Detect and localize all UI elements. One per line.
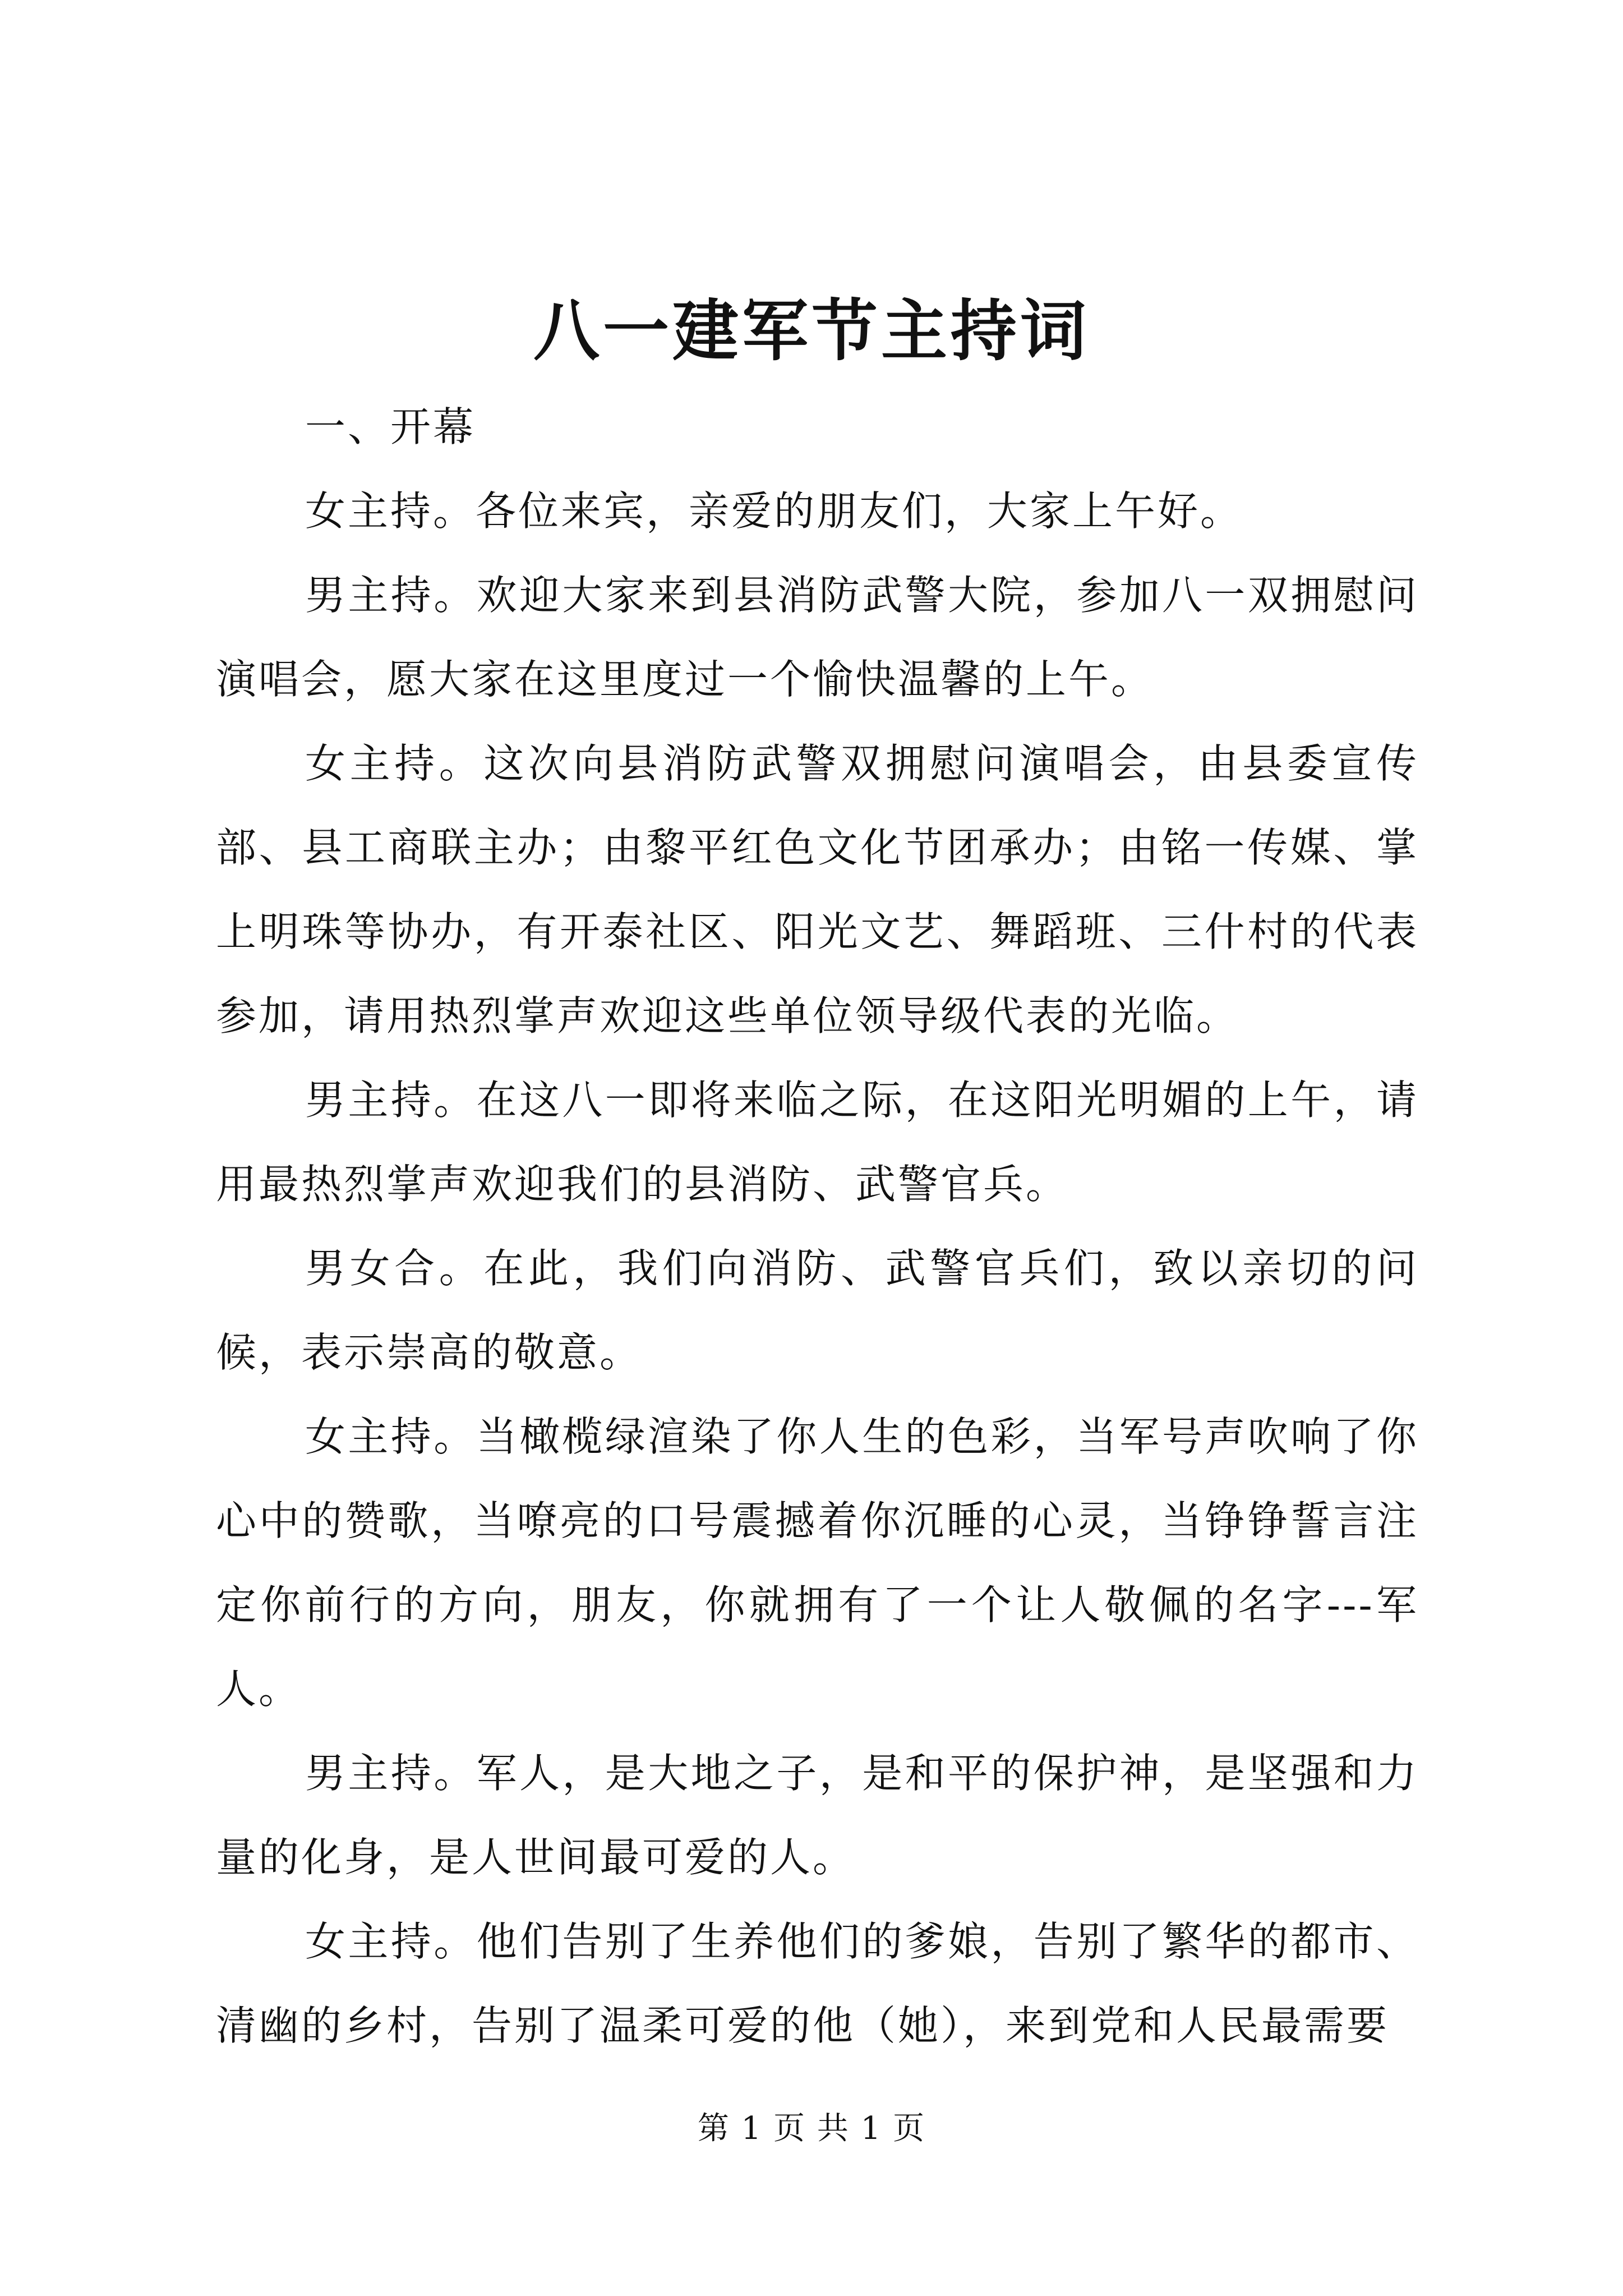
paragraph: 男主持。欢迎大家来到县消防武警大院，参加八一双拥慰问演唱会，愿大家在这里度过一个愉快温馨的上午。 bbox=[216, 572, 1419, 703]
page-footer: 第 1 页 共 1 页 bbox=[697, 2110, 926, 2147]
paragraph: 女主持。这次向县消防武警双拥慰问演唱会，由县委宣传部、县工商联主办；由黎平红色文化节团承办；由铭一传媒、掌上明珠等协办，有开泰社区、阳光文艺、舞蹈班、三什村的代表参加，请用热烈掌声欢迎这些单位领导级代表的光临。 bbox=[216, 740, 1419, 1039]
paragraph: 男女合。在此，我们向消防、武警官兵们，致以亲切的问候，表示崇高的敬意。 bbox=[216, 1245, 1419, 1376]
paragraph: 男主持。军人，是大地之子，是和平的保护神，是坚强和力量的化身，是人世间最可爱的人。 bbox=[216, 1750, 1419, 1881]
paragraph: 女主持。他们告别了生养他们的爹娘，告别了繁华的都市、清幽的乡村，告别了温柔可爱的他（她），来到党和人民最需要 bbox=[216, 1918, 1419, 2049]
paragraph: 女主持。各位来宾，亲爱的朋友们，大家上午好。 bbox=[305, 487, 1243, 535]
section-heading: 一、开幕 bbox=[305, 403, 476, 450]
paragraph: 女主持。当橄榄绿渲染了你人生的色彩，当军号声吹响了你心中的赞歌，当嘹亮的口号震撼着你沉睡的心灵，当铮铮誓言注定你前行的方向，朋友，你就拥有了一个让人敬佩的名字---军人。 bbox=[216, 1413, 1419, 1713]
document-body bbox=[216, 385, 1419, 2068]
document-title: 八一建军节主持词 bbox=[533, 292, 1090, 370]
paragraph: 男主持。在这八一即将来临之际，在这阳光明媚的上午，请用最热烈掌声欢迎我们的县消防、武警官兵。 bbox=[216, 1076, 1419, 1208]
